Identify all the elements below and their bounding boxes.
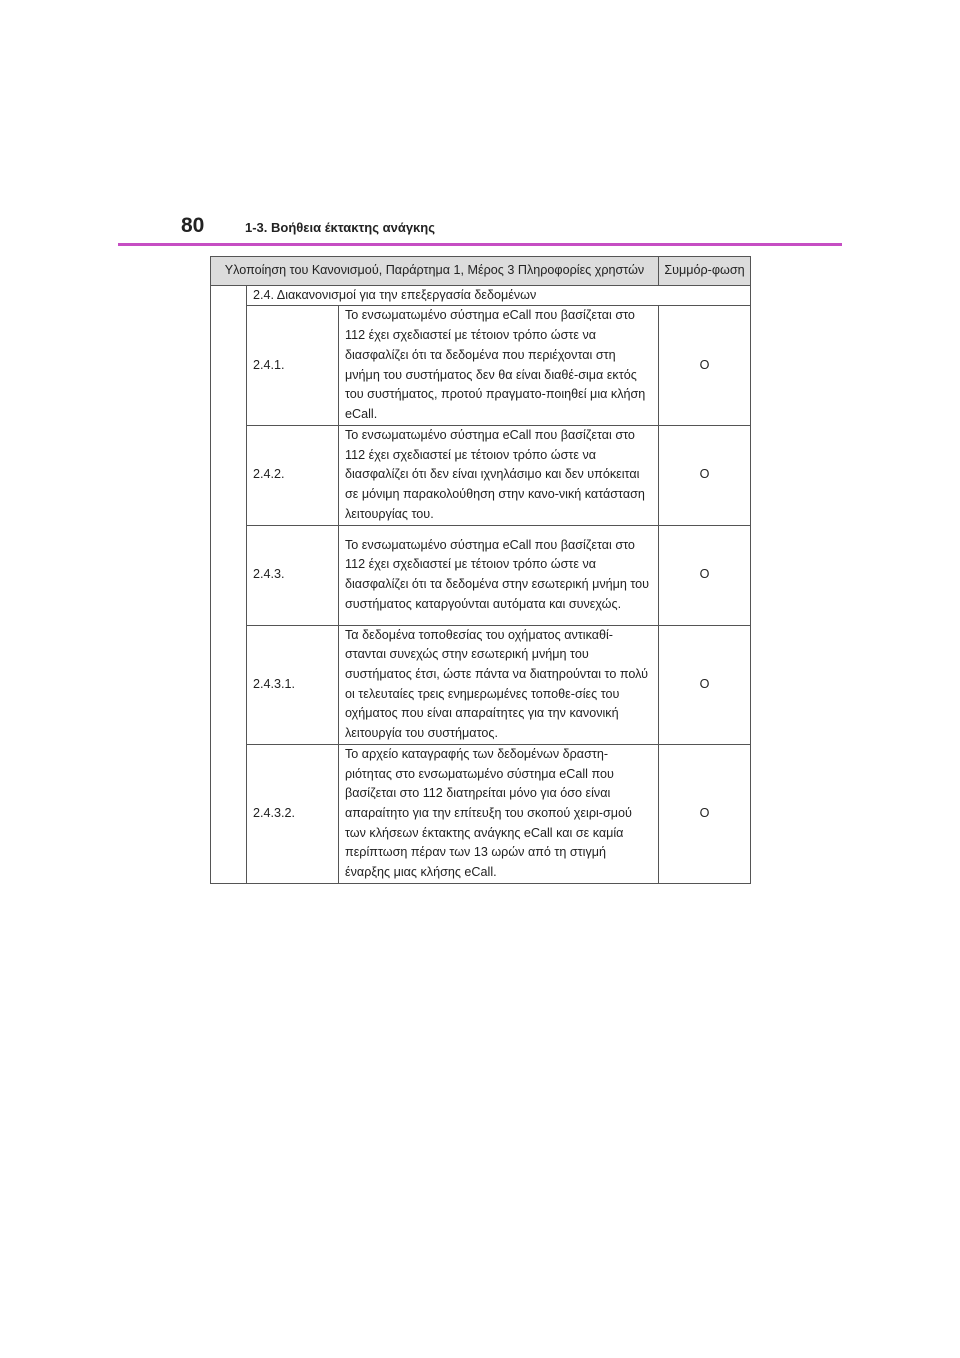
table-row <box>211 306 751 425</box>
table-header-row <box>211 257 751 286</box>
table-row <box>211 425 751 525</box>
row-conformity: O <box>659 425 751 525</box>
column-header-implementation: Υλοποίηση του Κανονισμού, Παράρτημα 1, Μέρος 3 Πληροφορίες χρηστών <box>211 257 659 286</box>
row-description: Τα δεδομένα τοποθεσίας του οχήματος αντικαθί-στανται συνεχώς στην εσωτερική μνήμη του συστήματος έτσι, ώστε πάντα να διατηρούνται το πολύ οι τελευταίες τρεις ενημερωμένες τοποθε-σίες του οχήματος που είναι απαραίτητες για την κανονική λειτουργία του συστήματος. <box>339 625 659 744</box>
table-indent-cell <box>211 285 247 883</box>
row-description: Το ενσωματωμένο σύστημα eCall που βασίζεται στο 112 έχει σχεδιαστεί με τέτοιον τρόπο ώστε να διασφαλίζει ότι τα δεδομένα στην εσωτερική μνήμη του συστήματος καταργούνται αυτόματα και συνεχώς. <box>339 525 659 625</box>
row-number: 2.4.3.1. <box>247 625 339 744</box>
sub-heading: 2.4. Διακανονισμοί για την επεξεργασία δεδομένων <box>247 285 751 306</box>
section-title: 1-3. Βοήθεια έκτακτης ανάγκης <box>245 220 435 235</box>
row-description: Το ενσωματωμένο σύστημα eCall που βασίζεται στο 112 έχει σχεδιαστεί με τέτοιον τρόπο ώστε να διασφαλίζει ότι τα δεδομένα που περιέχονται στη μνήμη του συστήματος δεν θα είναι διαθέ-σιμα εκτός του συστήματος, προτού πραγματο-ποιηθεί μια κλήση eCall. <box>339 306 659 425</box>
row-description: Το αρχείο καταγραφής των δεδομένων δραστη-ριότητας στο ενσωματωμένο σύστημα eCall που βασίζεται στο 112 διατηρείται μόνο για όσο είναι απαραίτητο για την επίτευξη του σκοπού χειρι-σμού των κλήσεων έκτακτης ανάγκης eCall και σε καμία περίπτωση πέραν των 13 ωρών από τη στιγμή έναρξης μιας κλήσης eCall. <box>339 744 659 883</box>
table-row <box>211 625 751 744</box>
row-conformity: O <box>659 306 751 425</box>
column-header-conformity: Συμμόρ-φωση <box>659 257 751 286</box>
row-conformity: O <box>659 625 751 744</box>
row-conformity: O <box>659 525 751 625</box>
header-rule <box>118 243 842 246</box>
table-subheading-row <box>211 285 751 306</box>
row-number: 2.4.3. <box>247 525 339 625</box>
row-number: 2.4.3.2. <box>247 744 339 883</box>
row-number: 2.4.2. <box>247 425 339 525</box>
page-number: 80 <box>181 214 205 237</box>
table-row <box>211 744 751 883</box>
row-number: 2.4.1. <box>247 306 339 425</box>
row-conformity: O <box>659 744 751 883</box>
regulation-table <box>210 256 751 884</box>
table-row <box>211 525 751 625</box>
row-description: Το ενσωματωμένο σύστημα eCall που βασίζεται στο 112 έχει σχεδιαστεί με τέτοιον τρόπο ώστε να διασφαλίζει ότι δεν είναι ιχνηλάσιμο και δεν υπόκειται σε μόνιμη παρακολούθηση στην κανο-νική κατάσταση λειτουργίας του. <box>339 425 659 525</box>
